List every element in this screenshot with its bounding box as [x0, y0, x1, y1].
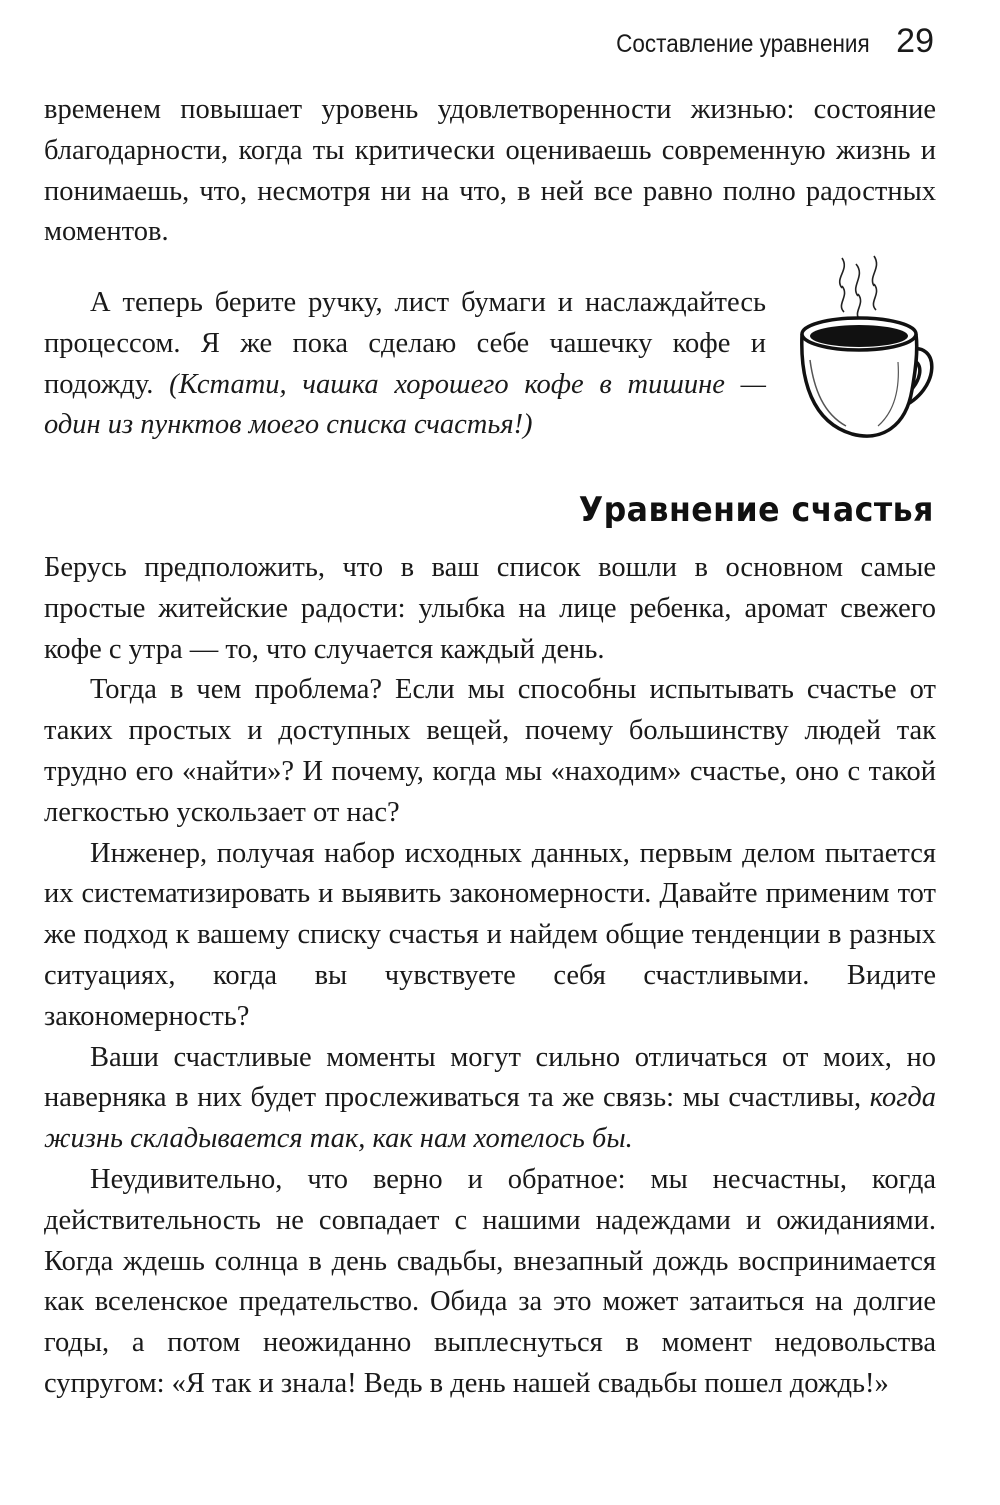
section-paragraph-4-text: Ваши счастливые моменты могут сильно отличаться от моих, но наверняка в них будет прослеживаться та же связь: мы счастливы, — [44, 1041, 936, 1114]
running-title: Составление уравнения — [616, 30, 871, 58]
section-paragraph-3: Инженер, получая набор исходных данных, первым делом пытается их систематизировать и выявить закономерности. Давайте применим тот же подход к вашему списку счастья и найдем общие тенденции в разных ситуациях, когда вы чувствуете себя счастливыми. Видите закономерность? — [44, 837, 936, 1032]
section-paragraph-2: Тогда в чем проблема? Если мы способны испытывать счастье от таких простых и доступных вещей, почему большинству людей так трудно его «найти»? И почему, когда мы «находим» счастье, оно с такой легкостью ускользает от нас? — [44, 674, 936, 828]
section-paragraph-5: Неудивительно, что верно и обратное: мы несчастны, когда действительность не совпадает с нашими надеждами и ожиданиями. Когда ждешь солнца в день свадьбы, внезапный дождь воспринимается как вселенское предательство. Обида за это может затаиться на долгие годы, а потом неожиданно выплеснуться в момент недовольства супругом: «Я так и знала! Ведь в день нашей свадьбы пошел дождь!» — [44, 1163, 936, 1399]
section-paragraph-1: Берусь предположить, что в ваш список вошли в основном самые простые житейские радости: улыбка на лице ребенка, аромат свежего кофе с утра — то, что случается каждый день. — [44, 552, 936, 665]
coffee-paragraph-aside: (Кстати, чашка хорошего кофе в тишине — один из пунктов моего списка счастья!) — [44, 368, 766, 441]
coffee-paragraph — [44, 283, 766, 446]
page-number: 29 — [896, 22, 934, 60]
intro-paragraph: временем повышает уровень удовлетворенности жизнью: состояние благодарности, когда ты критически оцениваешь современную жизнь и понимаешь, что, несмотря ни на что, в ней все равно полно радостных моментов. — [44, 94, 936, 248]
section-paragraph-4 — [44, 1038, 936, 1160]
section-body — [44, 548, 936, 1405]
coffee-paragraph-text: А теперь берите ручку, лист бумаги и наслаждайтесь процессом. Я же пока сделаю себе чашечку кофе и подожду. — [44, 287, 766, 400]
coffee-cup-icon — [790, 250, 940, 445]
section-paragraph-4-emphasis: когда жизнь складывается так, как нам хотелось бы. — [44, 1082, 936, 1155]
running-head — [588, 22, 934, 61]
section-heading: Уравнение счастья — [578, 490, 934, 530]
